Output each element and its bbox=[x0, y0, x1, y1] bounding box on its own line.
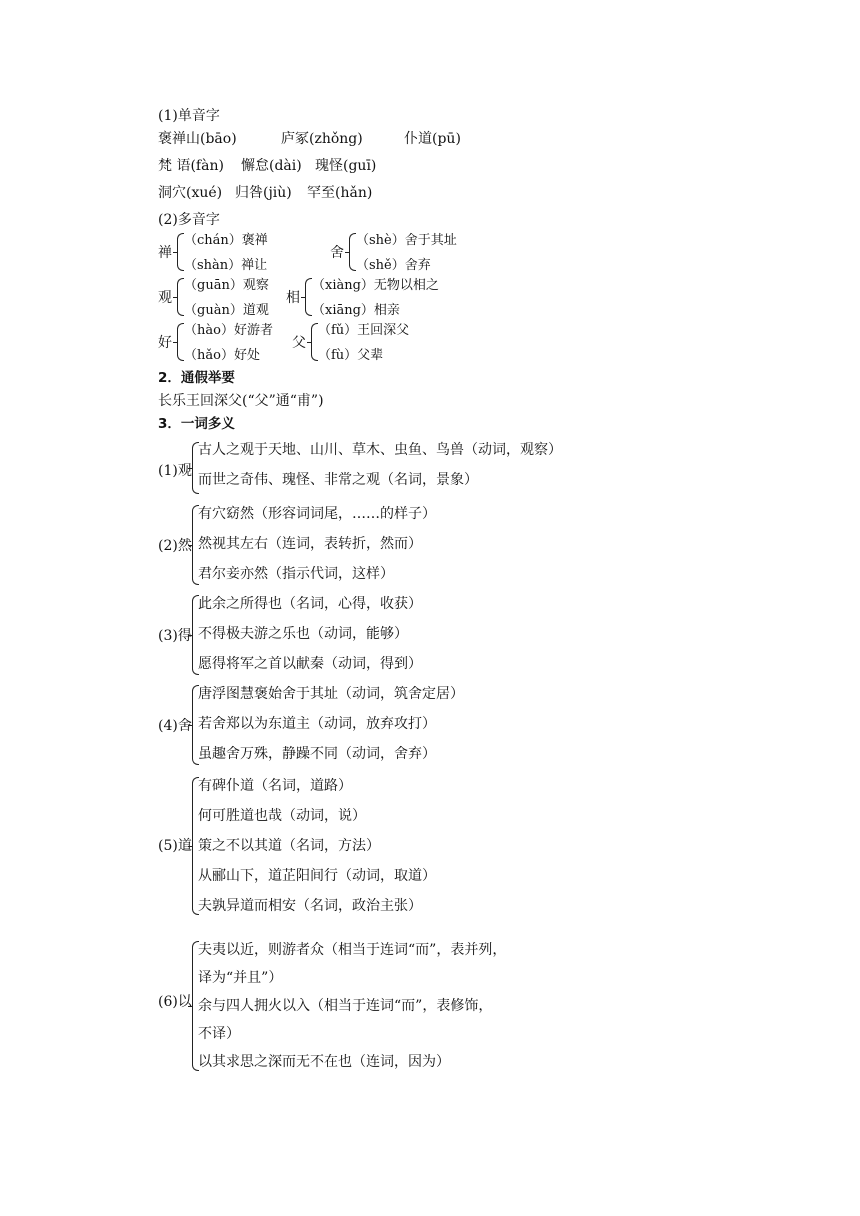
multi-reading: （hǎo）好处 bbox=[184, 348, 260, 363]
polysemy-item: 策之不以其道（名词，方法） bbox=[198, 838, 380, 854]
multi-reading: （shè）舍于其址 bbox=[356, 233, 457, 248]
multi-char: 观 bbox=[158, 290, 172, 306]
single-char-title: (1)单音字 bbox=[158, 108, 220, 124]
section-heading: 3．一词多义 bbox=[158, 416, 235, 432]
polysemy-item: 此余之所得也（名词，心得，收获） bbox=[198, 596, 422, 612]
single-char-item: 梵 语(fàn) bbox=[158, 158, 224, 174]
single-char-item: 仆道(pū) bbox=[404, 131, 461, 147]
multi-char: 相 bbox=[286, 290, 300, 306]
multi-char: 好 bbox=[158, 335, 172, 351]
single-char-item: 庐冢(zhǒng) bbox=[281, 131, 363, 147]
multi-reading: （xiāng）相亲 bbox=[312, 303, 400, 318]
polysemy-label: (5)道 bbox=[158, 838, 192, 854]
polysemy-item: 有穴窈然（形容词词尾，……的样子） bbox=[198, 506, 436, 522]
multi-char: 舍 bbox=[330, 245, 344, 261]
multi-reading: （guàn）道观 bbox=[184, 303, 269, 318]
polysemy-item: 不译） bbox=[198, 1026, 240, 1042]
polysemy-item: 夫孰异道而相安（名词，政治主张） bbox=[198, 898, 422, 914]
polysemy-item: 虽趣舍万殊，静躁不同（动词，舍弃） bbox=[198, 746, 436, 762]
single-char-item: 褒禅山(bāo) bbox=[158, 131, 237, 147]
polysemy-item: 唐浮图慧褒始舍于其址（动词，筑舍定居） bbox=[198, 686, 464, 702]
polysemy-item: 君尔妾亦然（指示代词，这样） bbox=[198, 566, 394, 582]
single-char-item: 洞穴(xué) bbox=[158, 185, 223, 201]
brace bbox=[177, 278, 184, 316]
polysemy-item: 以其求思之深而无不在也（连词，因为） bbox=[198, 1054, 450, 1070]
brace bbox=[305, 278, 312, 316]
single-char-item: 归咎(jiù) bbox=[235, 185, 292, 201]
multi-reading: （hào）好游者 bbox=[184, 323, 273, 338]
single-char-item: 瑰怪(guī) bbox=[315, 158, 377, 174]
polysemy-item: 从郦山下，道芷阳间行（动词，取道） bbox=[198, 868, 436, 884]
polysemy-item: 若舍郑以为东道主（动词，放弃攻打） bbox=[198, 716, 436, 732]
polysemy-item: 而世之奇伟、瑰怪、非常之观（名词，景象） bbox=[198, 472, 478, 488]
multi-reading: （guān）观察 bbox=[184, 278, 269, 293]
polysemy-item: 译为“并且”） bbox=[198, 970, 283, 986]
polysemy-label: (6)以 bbox=[158, 994, 192, 1010]
single-char-item: 懈怠(dài) bbox=[241, 158, 302, 174]
polysemy-item: 然视其左右（连词，表转折，然而） bbox=[198, 536, 422, 552]
brace bbox=[311, 323, 318, 361]
single-char-item: 罕至(hǎn) bbox=[307, 185, 373, 201]
polysemy-item: 不得极夫游之乐也（动词，能够） bbox=[198, 626, 408, 642]
multi-reading: （chán）褒禅 bbox=[184, 233, 268, 248]
brace bbox=[177, 323, 184, 361]
brace bbox=[177, 233, 184, 271]
polysemy-item: 愿得将军之首以献秦（动词，得到） bbox=[198, 656, 422, 672]
brace bbox=[349, 233, 356, 271]
polysemy-item: 余与四人拥火以入（相当于连词“而”，表修饰， bbox=[198, 998, 493, 1014]
multi-reading: （fǔ）王回深父 bbox=[318, 323, 410, 338]
multi-char-title: (2)多音字 bbox=[158, 212, 220, 228]
polysemy-label: (3)得 bbox=[158, 628, 192, 644]
section-heading: 2．通假举要 bbox=[158, 370, 235, 386]
polysemy-item: 何可胜道也哉（动词，说） bbox=[198, 808, 366, 824]
multi-reading: （xiàng）无物以相之 bbox=[312, 278, 439, 293]
multi-reading: （shàn）禅让 bbox=[184, 258, 268, 273]
polysemy-item: 夫夷以近，则游者众（相当于连词“而”，表并列， bbox=[198, 942, 507, 958]
multi-reading: （shě）舍弃 bbox=[356, 258, 431, 273]
polysemy-item: 古人之观于天地、山川、草木、虫鱼、鸟兽（动词，观察） bbox=[198, 442, 562, 458]
polysemy-item: 有碑仆道（名词，道路） bbox=[198, 778, 352, 794]
multi-char: 禅 bbox=[158, 245, 172, 261]
multi-char: 父 bbox=[292, 335, 306, 351]
polysemy-label: (1)观 bbox=[158, 463, 192, 479]
multi-reading: （fù）父辈 bbox=[318, 348, 384, 363]
polysemy-label: (2)然 bbox=[158, 538, 192, 554]
polysemy-label: (4)舍 bbox=[158, 718, 192, 734]
section-text: 长乐王回深父(“父”通“甫”) bbox=[158, 393, 324, 409]
